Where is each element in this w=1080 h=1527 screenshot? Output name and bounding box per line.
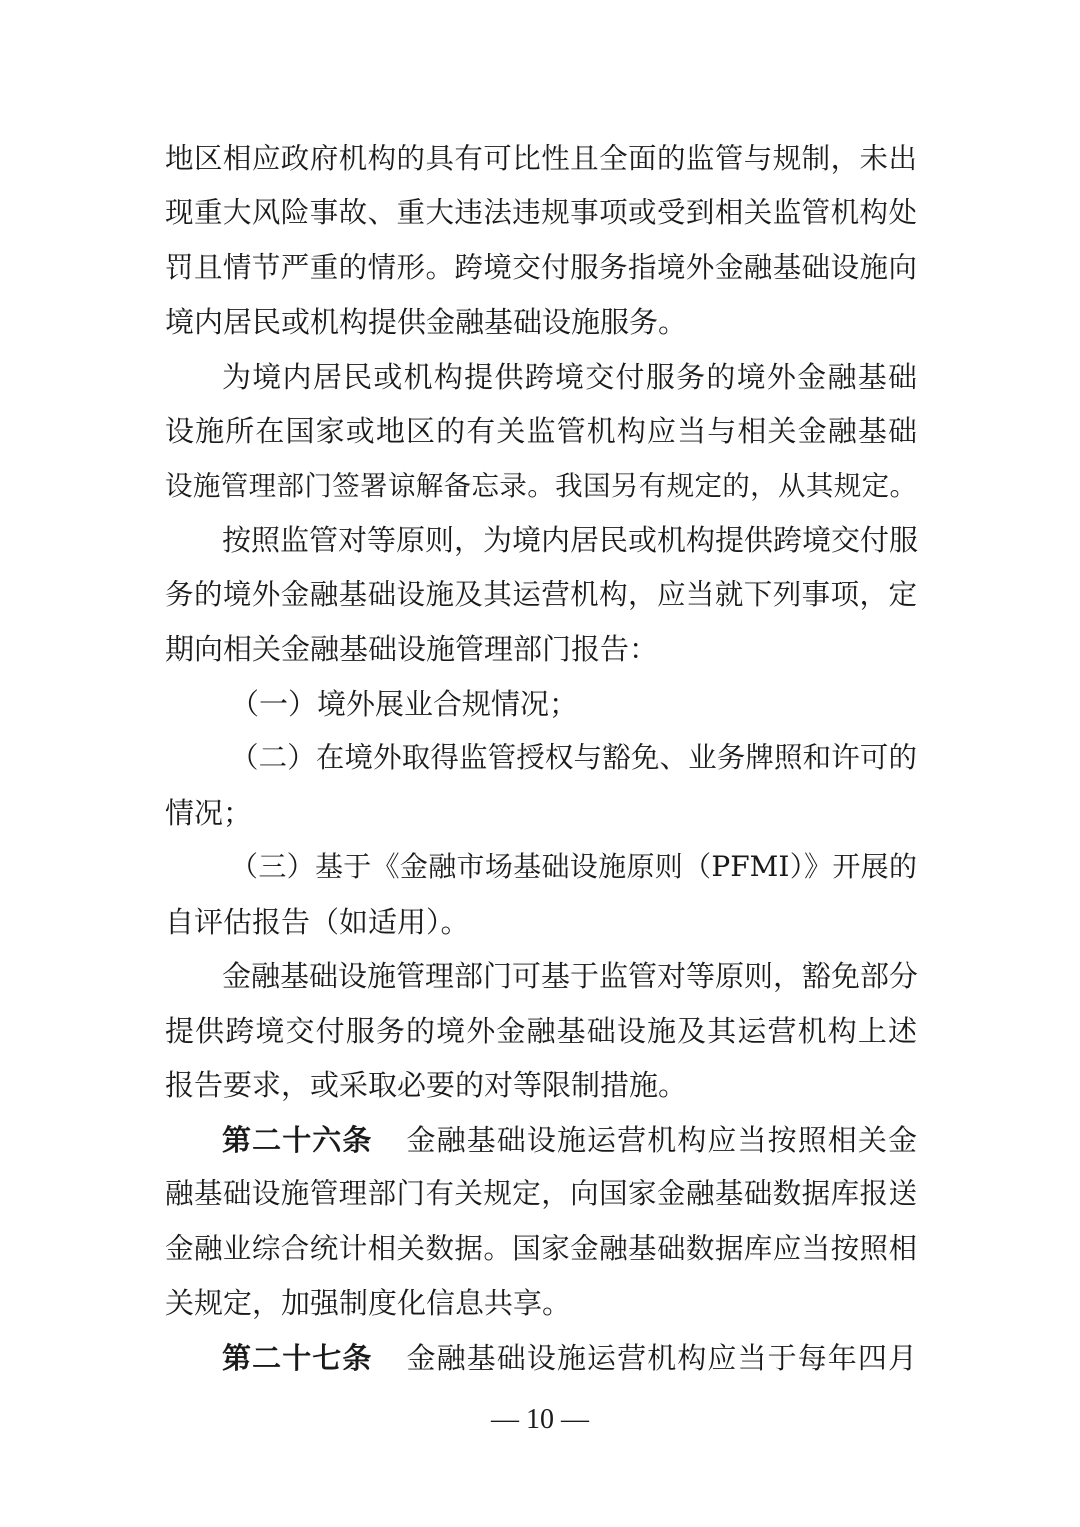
article-26-text: 金融基础设施运营机构应当按照相关金 (406, 1123, 917, 1157)
paragraph-line: 关规定，加强制度化信息共享。 (165, 1286, 572, 1320)
paragraph-line: 期向相关金融基础设施管理部门报告： (165, 632, 659, 666)
page-number: — 10 — (491, 1404, 589, 1435)
paragraph-line: 情况； (165, 796, 253, 830)
paragraph-line: 设施管理部门签署谅解备忘录。我国另有规定的，从其规定。 (165, 470, 917, 502)
paragraph-line: 按照监管对等原则，为境内居民或机构提供跨境交付服 (222, 523, 919, 557)
list-item: （三）基于《金融市场基础设施原则（PFMI）》开展的 (230, 850, 917, 883)
article-26-heading: 第二十六条 (222, 1123, 373, 1157)
paragraph-line: 融基础设施管理部门有关规定，向国家金融基础数据库报送 (165, 1177, 917, 1210)
paragraph-line: 罚且情节严重的情形。跨境交付服务指境外金融基础设施向 (165, 251, 917, 284)
article-26-line (222, 1113, 917, 1167)
paragraph-line: 为境内居民或机构提供跨境交付服务的境外金融基础 (222, 360, 917, 394)
paragraph-line: 金融业综合统计相关数据。国家金融基础数据库应当按照相 (165, 1232, 917, 1265)
paragraph-line: 地区相应政府机构的具有可比性且全面的监管与规制，未出 (165, 142, 917, 175)
paragraph-line: 自评估报告（如适用）。 (165, 905, 470, 939)
paragraph-line: 现重大风险事故、重大违法违规事项或受到相关监管机构处 (165, 196, 917, 229)
article-27-line (222, 1331, 917, 1385)
paragraph-line: 金融基础设施管理部门可基于监管对等原则，豁免部分 (222, 959, 919, 993)
paragraph-line: 境内居民或机构提供金融基础设施服务。 (165, 305, 688, 339)
list-item: （二）在境外取得监管授权与豁免、业务牌照和许可的 (230, 741, 917, 774)
paragraph-line: 报告要求，或采取必要的对等限制措施。 (165, 1068, 688, 1102)
paragraph-line: 设施所在国家或地区的有关监管机构应当与相关金融基础 (165, 414, 917, 448)
article-27-heading: 第二十七条 (222, 1341, 373, 1375)
paragraph-line: 务的境外金融基础设施及其运营机构，应当就下列事项，定 (165, 578, 917, 611)
paragraph-line: 提供跨境交付服务的境外金融基础设施及其运营机构上述 (165, 1014, 917, 1048)
list-item: （一）境外展业合规情况； (230, 687, 579, 721)
article-27-text: 金融基础设施运营机构应当于每年四月 (406, 1341, 917, 1375)
